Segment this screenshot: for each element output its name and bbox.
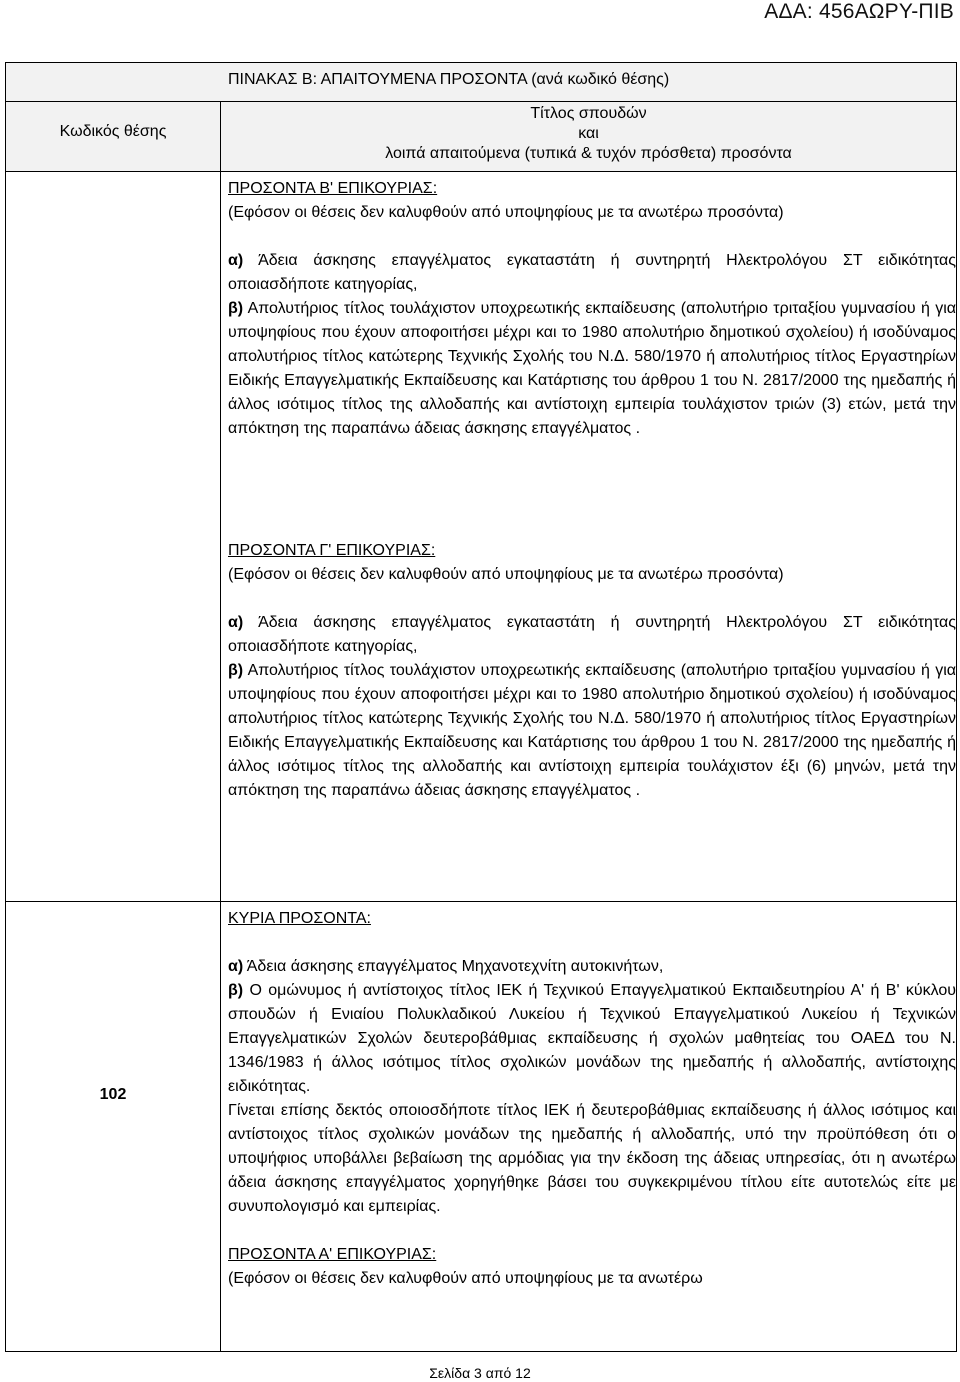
page-footer: Σελίδα 3 από 12: [429, 1365, 531, 1381]
section-c-note: (Εφόσον οι θέσεις δεν καλυφθούν από υποψηφίους με τα ανωτέρω προσόντα): [228, 566, 784, 583]
section-c-title: ΠΡΟΣΟΝΤΑ Γ' ΕΠΙΚΟΥΡΙΑΣ:: [228, 542, 436, 559]
section-b-item-b: β) Απολυτήριος τίτλος τουλάχιστον υποχρεωτικής εκπαίδευσης (απολυτήριο τριταξίου γυμνασίου ή για υποψηφίους που έχουν αποφοιτήσει μέχρι και το 1980 απολυτήριο δημοτικού σχολείου) ή ισοδύναμος απολυτήριος τίτλος κατώτερης Τεχνικής Σχολής του Ν.Δ. 580/1970 ή απολυτήριος τίτλος Εργαστηρίων Ειδικής Επαγγελματικής Εκπαίδευσης και Κατάρτισης του άρθρου 1 του Ν. 2817/2000 της ημεδαπής ή άλλος ισότιμος τίτλος της αλλοδαπής και αντίστοιχη εμπειρία τουλάχιστον τριών (3) ετών, μετά την απόκτηση της παραπάνω άδειας άσκησης επαγγέλματος .: [228, 300, 957, 437]
header-code-column: Κωδικός θέσης: [59, 123, 167, 140]
requirements-table: [5, 62, 957, 1352]
section-b-item-a: α) Άδεια άσκησης επαγγέλματος εγκαταστάτη ή συντηρητή Ηλεκτρολόγου ΣΤ ειδικότητας οποιασδήποτε κατηγορίας,: [228, 252, 956, 293]
header-title-line2: και: [578, 125, 599, 142]
table-title-row: [6, 63, 956, 101]
column-divider: [220, 101, 221, 1351]
section-a-note: (Εφόσον οι θέσεις δεν καλυφθούν από υποψηφίους με τα ανωτέρω: [228, 1270, 703, 1287]
title-divider: [6, 101, 956, 102]
main-item-b: β) Ο ομώνυμος ή αντίστοιχος τίτλος ΙΕΚ ή Τεχνικού Επαγγελματικού Εκπαιδευτηρίου Α' ή Β' κύκλου σπουδών ή Ενιαίου Πολυκλαδικού Λυκείου ή Τεχνικού Επαγγελματικού Λυκείου ή Τεχνικών Επαγγελματικών Σχολών δευτεροβάθμιας εκπαίδευσης ή σχολών μαθητείας του ΟΑΕΔ του Ν. 1346/1983 ή άλλος ισότιμος τίτλος σχολικών μονάδων της ημεδαπής ή αλλοδαπής, αντίστοιχης ειδικότητας.: [228, 982, 956, 1095]
header-title-line3: λοιπά απαιτούμενα (τυπικά & τυχόν πρόσθετα) προσόντα: [385, 145, 792, 162]
header-title-column: [221, 104, 956, 164]
main-qualifications-title: ΚΥΡΙΑ ΠΡΟΣΟΝΤΑ:: [228, 910, 371, 927]
ada-identifier: ΑΔΑ: 456ΑΩΡΥ-ΠΙΒ: [764, 0, 954, 23]
section-c-item-b: β) Απολυτήριος τίτλος τουλάχιστον υποχρεωτικής εκπαίδευσης (απολυτήριο τριταξίου γυμνασίου ή για υποψηφίους που έχουν αποφοιτήσει μέχρι και το 1980 απολυτήριο δημοτικού σχολείου) ή ισοδύναμος απολυτήριος τίτλος κατώτερης Τεχνικής Σχολής του Ν.Δ. 580/1970 ή απολυτήριος τίτλος Εργαστηρίων Ειδικής Επαγγελματικής Εκπαίδευσης και Κατάρτισης του άρθρου 1 του Ν. 2817/2000 της ημεδαπής ή άλλος ισότιμος τίτλος της αλλοδαπής και αντίστοιχη εμπειρία τουλάχιστον έξι (6) μηνών, μετά την απόκτηση της παραπάνω άδειας άσκησης επαγγέλματος .: [228, 662, 956, 799]
header-title-line1: Τίτλος σπουδών: [530, 105, 647, 122]
section-a-title: ΠΡΟΣΟΝΤΑ Α' ΕΠΙΚΟΥΡΙΑΣ:: [228, 1246, 437, 1263]
main-qualifications: [228, 907, 956, 1291]
main-item-a: α) Άδεια άσκησης επαγγέλματος Μηχανοτεχνίτη αυτοκινήτων,: [228, 958, 664, 975]
section-b-note: (Εφόσον οι θέσεις δεν καλυφθούν από υποψηφίους με τα ανωτέρω προσόντα): [228, 204, 784, 221]
section-b-assistance: [228, 177, 956, 441]
row-divider: [6, 901, 956, 902]
main-accept-text: Γίνεται επίσης δεκτός οποιοσδήποτε τίτλος ΙΕΚ ή δευτεροβάθμιας εκπαίδευσης ή άλλος ισότιμος και αντίστοιχος τίτλος σχολικών μονάδων της ημεδαπής ή αλλοδαπής, υπό την προϋπόθεση ότι ο υποψήφιος υποβάλλει βεβαίωση της αρμόδιας για την έκδοση της άδειας υπηρεσίας, ότι η ανωτέρω άδεια άσκησης επαγγέλματος χορηγήθηκε βάσει του συγκεκριμένου τίτλου είτε αυτοτελώς είτε με συνυπολογισμό και εμπειρίας.: [228, 1102, 957, 1215]
table-header-row: [6, 101, 956, 171]
section-c-item-a: α) Άδεια άσκησης επαγγέλματος εγκαταστάτη ή συντηρητή Ηλεκτρολόγου ΣΤ ειδικότητας οποιασδήποτε κατηγορίας,: [228, 614, 956, 655]
table-title: ΠΙΝΑΚΑΣ Β: ΑΠΑΙΤΟΥΜΕΝΑ ΠΡΟΣΟΝΤΑ (ανά κωδικό θέσης): [228, 71, 670, 88]
position-code: 102: [99, 1086, 127, 1103]
section-c-assistance: [228, 539, 956, 803]
header-divider: [6, 171, 956, 172]
section-b-title: ΠΡΟΣΟΝΤΑ Β' ΕΠΙΚΟΥΡΙΑΣ:: [228, 180, 438, 197]
